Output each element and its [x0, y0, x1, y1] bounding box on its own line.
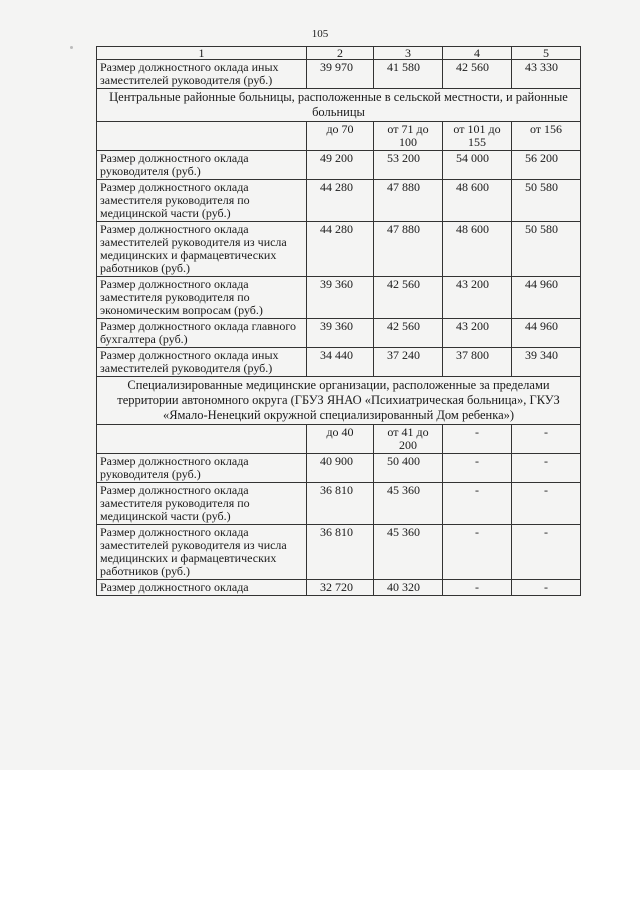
column-number: 3 — [374, 47, 443, 60]
table-row — [97, 483, 581, 525]
salary-value: 32 720 — [307, 580, 374, 596]
salary-value: 45 360 — [374, 525, 443, 580]
salary-value: 44 960 — [512, 277, 581, 319]
position-label: Размер должностного оклада — [97, 580, 307, 596]
salary-value: 50 580 — [512, 222, 581, 277]
table-row — [97, 60, 581, 89]
salary-value: 42 560 — [443, 60, 512, 89]
salary-value: 40 320 — [374, 580, 443, 596]
bed-range-row — [97, 425, 581, 454]
salary-value: 36 810 — [307, 525, 374, 580]
position-label: Размер должностного оклада руководителя (руб.) — [97, 454, 307, 483]
salary-value: 56 200 — [512, 151, 581, 180]
salary-value: 54 000 — [443, 151, 512, 180]
scan-speck — [70, 46, 73, 49]
bed-range-cell: от 156 — [512, 122, 581, 151]
bed-range-cell: - — [443, 425, 512, 454]
salary-value: - — [512, 454, 581, 483]
salary-value: 43 200 — [443, 319, 512, 348]
salary-value: 39 360 — [307, 277, 374, 319]
table-row — [97, 580, 581, 596]
bed-range-row — [97, 122, 581, 151]
table-row — [97, 151, 581, 180]
salary-value: 44 960 — [512, 319, 581, 348]
table-row — [97, 525, 581, 580]
salary-value: - — [512, 580, 581, 596]
salary-value: 47 880 — [374, 180, 443, 222]
salary-value: 43 330 — [512, 60, 581, 89]
table-row — [97, 180, 581, 222]
salary-value: - — [512, 483, 581, 525]
salary-value: 47 880 — [374, 222, 443, 277]
salary-value: 50 580 — [512, 180, 581, 222]
position-label: Размер должностного оклада руководителя (руб.) — [97, 151, 307, 180]
column-number: 5 — [512, 47, 581, 60]
bed-range-cell: от 71 до 100 — [374, 122, 443, 151]
salary-value: 45 360 — [374, 483, 443, 525]
section-heading-row — [97, 377, 581, 425]
salary-value: 48 600 — [443, 222, 512, 277]
position-label: Размер должностного оклада заместителя руководителя по экономическим вопросам (руб.) — [97, 277, 307, 319]
section-heading: Центральные районные больницы, расположенные в сельской местности, и районные больницы — [97, 89, 581, 122]
empty-cell — [97, 425, 307, 454]
position-label: Размер должностного оклада иных заместителей руководителя (руб.) — [97, 348, 307, 377]
salary-value: 53 200 — [374, 151, 443, 180]
salary-value: - — [443, 580, 512, 596]
position-label: Размер должностного оклада заместителя руководителя по медицинской части (руб.) — [97, 483, 307, 525]
bed-range-cell: до 70 — [307, 122, 374, 151]
column-number: 2 — [307, 47, 374, 60]
salary-value: 49 200 — [307, 151, 374, 180]
empty-cell — [97, 122, 307, 151]
section-heading: Специализированные медицинские организации, расположенные за пределами территории автономного округа (ГБУЗ ЯНАО «Психиатрическая больница», ГКУЗ «Ямало-Ненецкий окружной специализированный Дом ребенка») — [97, 377, 581, 425]
column-number: 4 — [443, 47, 512, 60]
salary-value: 36 810 — [307, 483, 374, 525]
salary-table — [96, 46, 581, 596]
bed-range-cell: до 40 — [307, 425, 374, 454]
table-row — [97, 348, 581, 377]
salary-value: 37 800 — [443, 348, 512, 377]
table-row — [97, 222, 581, 277]
table-row — [97, 319, 581, 348]
bed-range-cell: - — [512, 425, 581, 454]
salary-value: 34 440 — [307, 348, 374, 377]
page-number: 105 — [311, 28, 329, 40]
salary-value: - — [443, 454, 512, 483]
salary-value: 41 580 — [374, 60, 443, 89]
position-label: Размер должностного оклада заместителей руководителя из числа медицинских и фармацевтических работников (руб.) — [97, 525, 307, 580]
column-number: 1 — [97, 47, 307, 60]
salary-value: 40 900 — [307, 454, 374, 483]
salary-value: 42 560 — [374, 277, 443, 319]
section-heading-row — [97, 89, 581, 122]
position-label: Размер должностного оклада главного бухгалтера (руб.) — [97, 319, 307, 348]
position-label: Размер должностного оклада иных заместителей руководителя (руб.) — [97, 60, 307, 89]
salary-value: - — [443, 525, 512, 580]
salary-value: - — [443, 483, 512, 525]
table-row — [97, 277, 581, 319]
bed-range-cell: от 41 до 200 — [374, 425, 443, 454]
table-row — [97, 454, 581, 483]
bed-range-cell: от 101 до 155 — [443, 122, 512, 151]
salary-value: 42 560 — [374, 319, 443, 348]
salary-value: 39 360 — [307, 319, 374, 348]
salary-value: 39 340 — [512, 348, 581, 377]
salary-value: 48 600 — [443, 180, 512, 222]
salary-value: 39 970 — [307, 60, 374, 89]
salary-value: 43 200 — [443, 277, 512, 319]
position-label: Размер должностного оклада заместителя руководителя по медицинской части (руб.) — [97, 180, 307, 222]
table-header-row — [97, 47, 581, 60]
salary-value: 44 280 — [307, 180, 374, 222]
position-label: Размер должностного оклада заместителей руководителя из числа медицинских и фармацевтических работников (руб.) — [97, 222, 307, 277]
salary-value: 44 280 — [307, 222, 374, 277]
salary-value: 50 400 — [374, 454, 443, 483]
salary-value: 37 240 — [374, 348, 443, 377]
salary-value: - — [512, 525, 581, 580]
